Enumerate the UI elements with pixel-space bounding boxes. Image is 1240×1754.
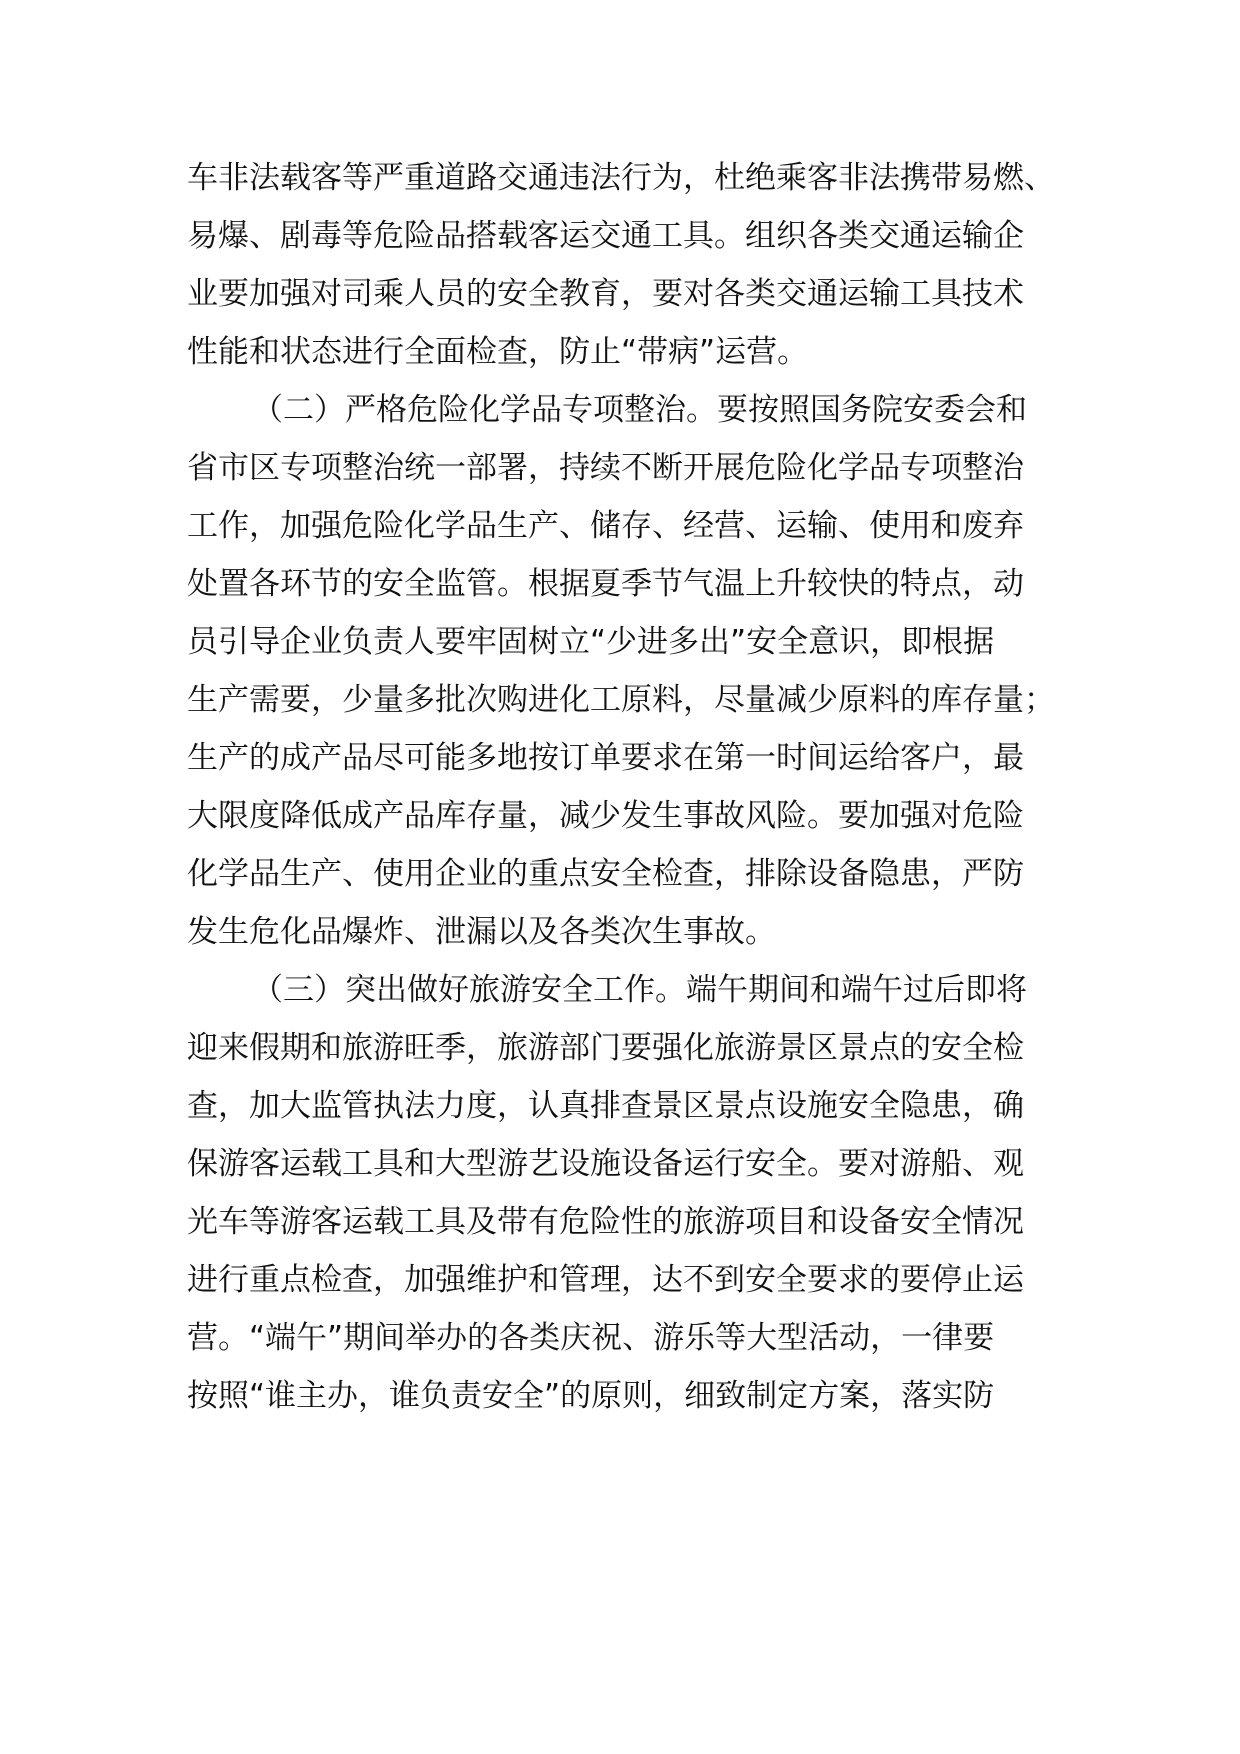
- text-line: 查，加大监管执法力度，认真排查景区景点设施安全隐患，确: [187, 1088, 1024, 1124]
- text-line: 按照“谁主办，谁负责安全”的原则，细致制定方案，落实防: [187, 1378, 995, 1414]
- text-line: 保游客运载工具和大型游艺设施设备运行安全。要对游船、观: [187, 1146, 1024, 1182]
- section-heading-line: （二）严格危险化学品专项整治。要按照国务院安委会和: [252, 392, 1027, 428]
- text-line: 性能和状态进行全面检查，防止“带病”运营。: [187, 334, 809, 370]
- text-line: 生产需要，少量多批次购进化工原料，尽量减少原料的库存量；: [187, 682, 1055, 718]
- text-line: 营。“端午”期间举办的各类庆祝、游乐等大型活动，一律要: [187, 1320, 995, 1356]
- text-line: 化学品生产、使用企业的重点安全检查，排除设备隐患，严防: [187, 856, 1024, 892]
- text-line: 省市区专项整治统一部署，持续不断开展危险化学品专项整治: [187, 450, 1024, 486]
- text-line: 处置各环节的安全监管。根据夏季节气温上升较快的特点，动: [187, 566, 1024, 602]
- text-line: 车非法载客等严重道路交通违法行为，杜绝乘客非法携带易燃、: [187, 160, 1055, 196]
- text-line: 大限度降低成产品库存量，减少发生事故风险。要加强对危险: [187, 798, 1024, 834]
- section-heading-line: （三）突出做好旅游安全工作。端午期间和端午过后即将: [252, 972, 1027, 1008]
- text-line: 发生危化品爆炸、泄漏以及各类次生事故。: [187, 914, 776, 950]
- text-line: 光车等游客运载工具及带有危险性的旅游项目和设备安全情况: [187, 1204, 1024, 1240]
- text-line: 生产的成产品尽可能多地按订单要求在第一时间运给客户，最: [187, 740, 1024, 776]
- text-line: 进行重点检查，加强维护和管理，达不到安全要求的要停止运: [187, 1262, 1024, 1298]
- text-line: 易爆、剧毒等危险品搭载客运交通工具。组织各类交通运输企: [187, 218, 1024, 254]
- text-line: 业要加强对司乘人员的安全教育，要对各类交通运输工具技术: [187, 276, 1024, 312]
- text-line: 员引导企业负责人要牢固树立“少进多出”安全意识，即根据: [187, 624, 995, 660]
- text-line: 迎来假期和旅游旺季，旅游部门要强化旅游景区景点的安全检: [187, 1030, 1024, 1066]
- text-line: 工作，加强危险化学品生产、储存、经营、运输、使用和废弃: [187, 508, 1024, 544]
